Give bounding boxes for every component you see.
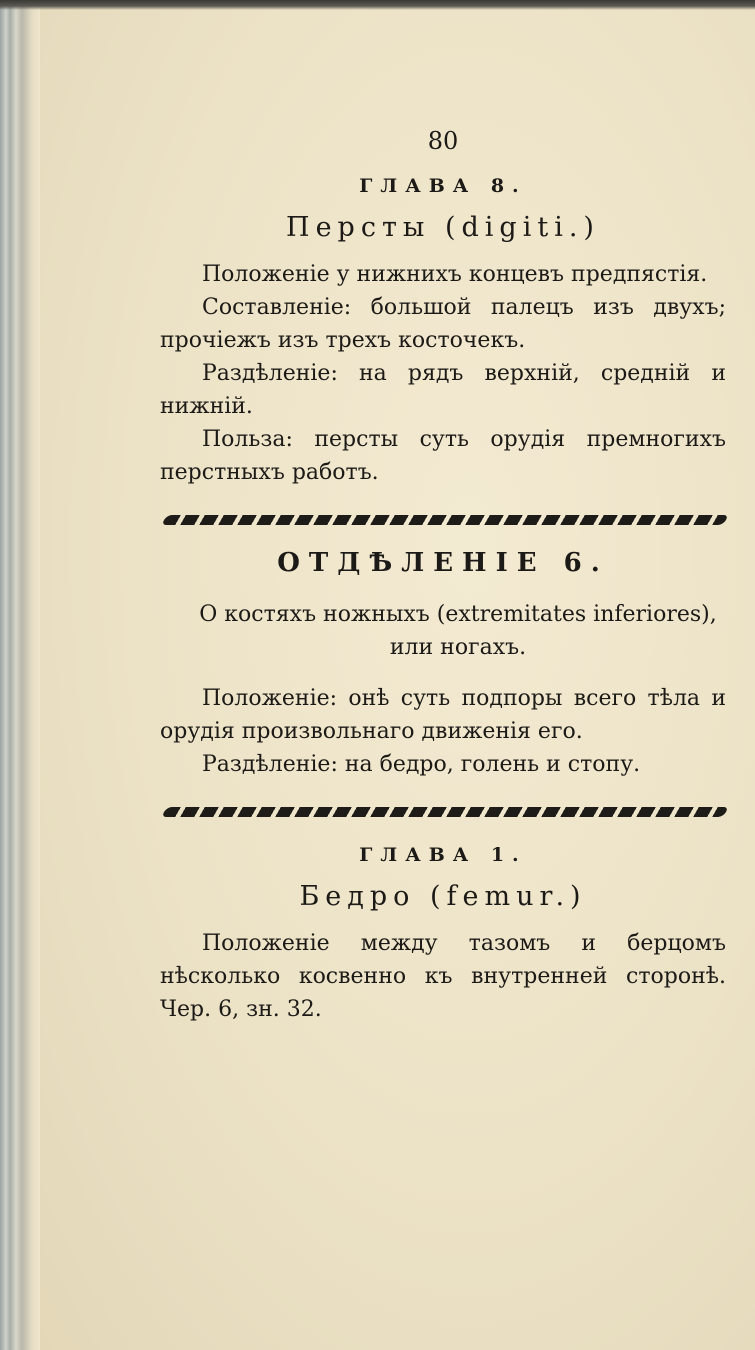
paragraph-section-position: Положеніе: онѣ суть подпоры всего тѣла и орудія произвольнаго движенія его. (160, 686, 726, 744)
chapter-1-label: ГЛАВА 1. (359, 844, 527, 866)
ornamental-rule (161, 515, 729, 525)
section-title: ОТДѢЛЕНІЕ 6. (277, 548, 609, 578)
book-binding-edge (0, 0, 40, 1350)
top-shadow (0, 0, 755, 10)
chapter-1-title: Бедро (femur.) (299, 881, 587, 912)
chapter-8-label: ГЛАВА 8. (359, 175, 527, 197)
page-number: 80 (427, 127, 459, 155)
paragraph-division: Раздѣленіе: на рядъ верхній, средній и нижній. (160, 361, 726, 419)
paragraph-section-division: Раздѣленіе: на бедро, голень и стопу. (202, 752, 641, 777)
paragraph-position: Положеніе у нижнихъ концевъ предпястія. (202, 262, 708, 287)
chapter-8-title: Персты (digiti.) (286, 212, 600, 243)
paragraph-composition: Составленіе: большой палецъ изъ двухъ; прочіежъ изъ трехъ косточекъ. (160, 295, 726, 353)
ornamental-rule (161, 807, 729, 817)
section-subtitle: О костяхъ ножныхъ (extremitates inferiores), или ногахъ. (199, 602, 717, 660)
page-text-block (160, 125, 726, 1026)
paragraph-use: Польза: персты суть орудія премногихъ перстныхъ работъ. (160, 427, 726, 485)
paragraph-femur-position: Положеніе между тазомъ и берцомъ нѣсколько косвенно къ внутренней сторонѣ. Чер. 6, зн. 32. (160, 931, 726, 1022)
